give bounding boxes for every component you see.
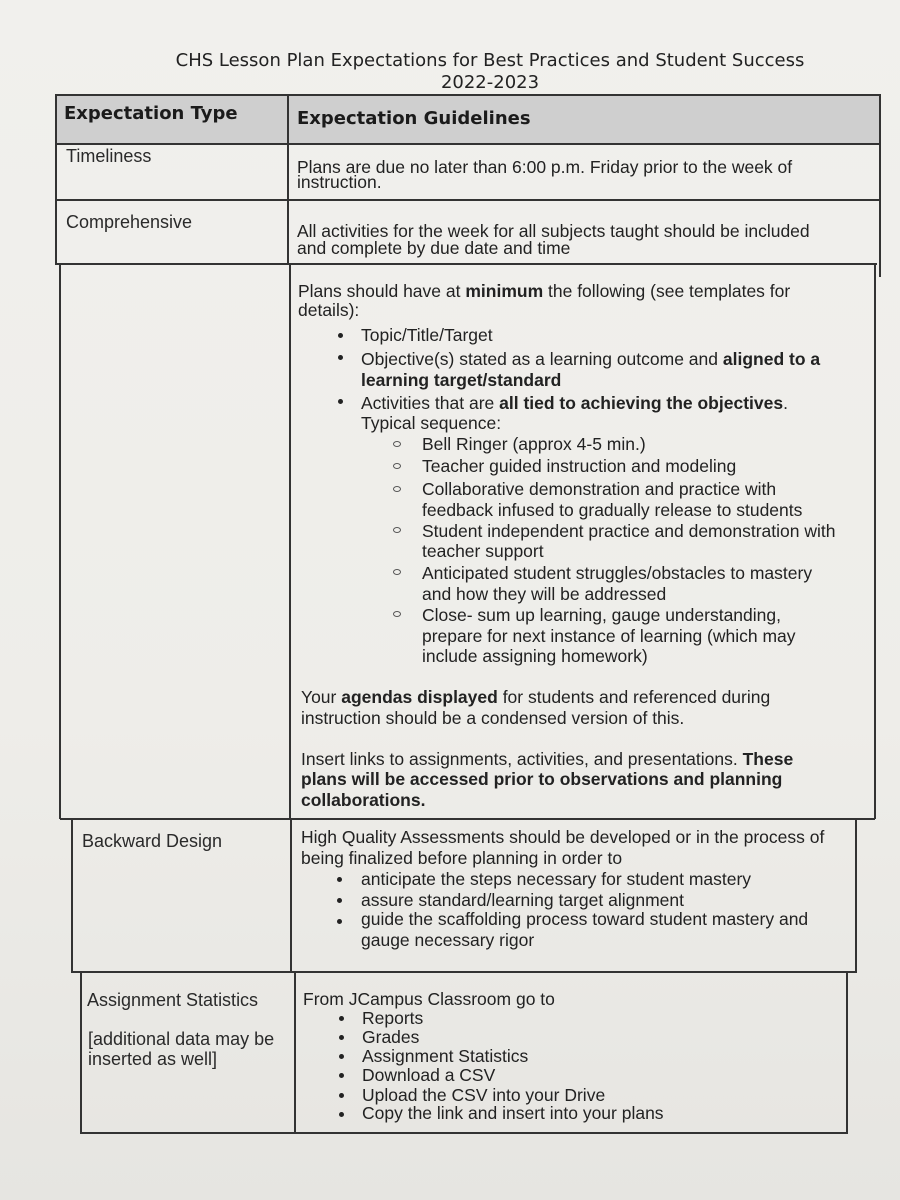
- bullet-dot-icon: [337, 877, 342, 882]
- agenda-line-2: instruction should be a condensed version of this.: [301, 708, 685, 728]
- bullet-dot-icon: [338, 355, 343, 360]
- table-border-left: [80, 972, 82, 1134]
- agenda-text: Your: [301, 687, 342, 707]
- document-year: 2022-2023: [440, 72, 540, 93]
- sequence-teacher-guided: Teacher guided instruction and modeling: [422, 456, 737, 476]
- bullet-dot-icon: [337, 898, 342, 903]
- activities-tied: all tied to achieving the objectives: [499, 393, 784, 413]
- plans-intro-text: Plans should have at: [298, 281, 466, 301]
- table-border-left: [71, 819, 73, 973]
- table-column-divider: [287, 95, 289, 265]
- sub-bullet-circle-icon: [393, 569, 401, 575]
- table-row-divider: [72, 971, 856, 973]
- sub-bullet-circle-icon: [393, 463, 401, 469]
- agenda-tail: for students and referenced during: [497, 687, 771, 707]
- links-line-1: [301, 749, 793, 770]
- sequence-collaborative-1: Collaborative demonstration and practice with: [422, 479, 777, 499]
- sub-bullet-circle-icon: [393, 611, 401, 617]
- sub-bullet-circle-icon: [393, 527, 401, 533]
- agenda-bold: agendas displayed: [341, 687, 498, 707]
- row-label-backward-design: Backward Design: [82, 831, 223, 851]
- stats-step-grades: Grades: [362, 1027, 420, 1047]
- bullet-dot-icon: [339, 1035, 344, 1040]
- backward-bullet-anticipate: anticipate the steps necessary for student mastery: [361, 869, 752, 889]
- plans-intro-minimum: minimum: [465, 281, 544, 301]
- plans-intro-line-2: details):: [298, 300, 360, 320]
- bullet-dot-icon: [339, 1112, 344, 1117]
- stats-step-upload-csv: Upload the CSV into your Drive: [362, 1085, 606, 1105]
- backward-text-2: being finalized before planning in order to: [301, 848, 623, 868]
- sequence-close-1: Close- sum up learning, gauge understanding,: [422, 605, 781, 625]
- table-border-left: [55, 94, 57, 265]
- sub-bullet-circle-icon: [393, 441, 401, 447]
- sequence-independent-2: teacher support: [422, 541, 544, 561]
- links-line-3: collaborations.: [301, 790, 426, 810]
- sequence-anticipated-1: Anticipated student struggles/obstacles to mastery: [422, 563, 813, 583]
- table-column-divider: [294, 972, 296, 1134]
- bullet-dot-icon: [338, 399, 343, 404]
- objectives-text: Objective(s) stated as a learning outcome and: [361, 349, 723, 369]
- plans-intro-tail: the following (see templates for: [543, 281, 791, 301]
- comprehensive-text-2: and complete by due date and time: [297, 238, 571, 258]
- assignment-statistics-note-1: [additional data may be: [88, 1029, 275, 1049]
- bullet-dot-icon: [337, 919, 342, 924]
- plans-bullet-activities: [361, 393, 788, 414]
- activities-text: Activities that are: [361, 393, 500, 413]
- row-label-comprehensive: Comprehensive: [66, 212, 193, 232]
- bullet-dot-icon: [339, 1093, 344, 1098]
- timeliness-text-1: Plans are due no later than 6:00 p.m. Friday prior to the week of: [297, 157, 793, 177]
- sequence-close-2: prepare for next instance of learning (which may: [422, 626, 796, 646]
- table-border-right: [879, 94, 881, 277]
- stats-step-download-csv: Download a CSV: [362, 1065, 496, 1085]
- table-border-bottom: [80, 1132, 848, 1134]
- document-title: CHS Lesson Plan Expectations for Best Practices and Student Success: [175, 50, 805, 71]
- table-border-right: [846, 972, 848, 1134]
- table-border-right: [874, 264, 876, 819]
- stats-step-assignment-statistics: Assignment Statistics: [362, 1046, 529, 1066]
- agenda-line-1: [301, 687, 770, 708]
- bullet-dot-icon: [339, 1054, 344, 1059]
- bullet-dot-icon: [339, 1073, 344, 1078]
- objectives-aligned: aligned to a: [722, 349, 821, 369]
- bullet-dot-icon: [339, 1016, 344, 1021]
- links-text: Insert links to assignments, activities, and presentations.: [301, 749, 743, 769]
- stats-step-reports: Reports: [362, 1008, 424, 1028]
- backward-bullet-guide-1: guide the scaffolding process toward student mastery and: [361, 909, 809, 929]
- plans-bullet-objectives-1: [361, 349, 820, 370]
- activities-period: .: [783, 393, 788, 413]
- links-line-2: plans will be accessed prior to observations and planning: [301, 769, 783, 789]
- backward-bullet-assure: assure standard/learning target alignment: [361, 890, 684, 910]
- table-row-divider: [60, 818, 875, 820]
- backward-bullet-guide-2: gauge necessary rigor: [361, 930, 535, 950]
- stats-intro: From JCampus Classroom go to: [303, 989, 555, 1009]
- plans-bullet-objectives-2: learning target/standard: [361, 370, 562, 390]
- typical-sequence-label: Typical sequence:: [361, 413, 502, 433]
- bullet-dot-icon: [338, 333, 343, 338]
- table-column-divider: [290, 819, 292, 973]
- assignment-statistics-note-2: inserted as well]: [88, 1049, 218, 1069]
- header-expectation-type: Expectation Type: [64, 103, 238, 124]
- plans-bullet-topic: Topic/Title/Target: [361, 325, 493, 345]
- table-border-right: [855, 819, 857, 973]
- table-row-divider: [56, 143, 881, 145]
- table-row-divider: [57, 263, 877, 265]
- backward-text-1: High Quality Assessments should be developed or in the process of: [301, 827, 825, 847]
- table-border-top: [55, 94, 881, 96]
- plans-intro-line-1: [298, 281, 790, 302]
- sequence-close-3: include assigning homework): [422, 646, 648, 666]
- table-row-divider: [56, 199, 879, 201]
- table-column-divider: [289, 264, 291, 819]
- links-bold: These: [742, 749, 794, 769]
- table-border-left: [59, 264, 61, 819]
- stats-step-copy-link: Copy the link and insert into your plans: [362, 1103, 664, 1123]
- row-label-timeliness: Timeliness: [66, 146, 152, 166]
- sub-bullet-circle-icon: [393, 486, 401, 492]
- comprehensive-text-1: All activities for the week for all subjects taught should be included: [297, 221, 810, 241]
- sequence-anticipated-2: and how they will be addressed: [422, 584, 667, 604]
- header-expectation-guidelines: Expectation Guidelines: [297, 108, 531, 129]
- sequence-independent-1: Student independent practice and demonstration with: [422, 521, 836, 541]
- sequence-collaborative-2: feedback infused to gradually release to students: [422, 500, 803, 520]
- sequence-bell-ringer: Bell Ringer (approx 4-5 min.): [422, 434, 646, 454]
- timeliness-text-2: instruction.: [297, 172, 382, 192]
- row-label-assignment-statistics: Assignment Statistics: [87, 990, 259, 1010]
